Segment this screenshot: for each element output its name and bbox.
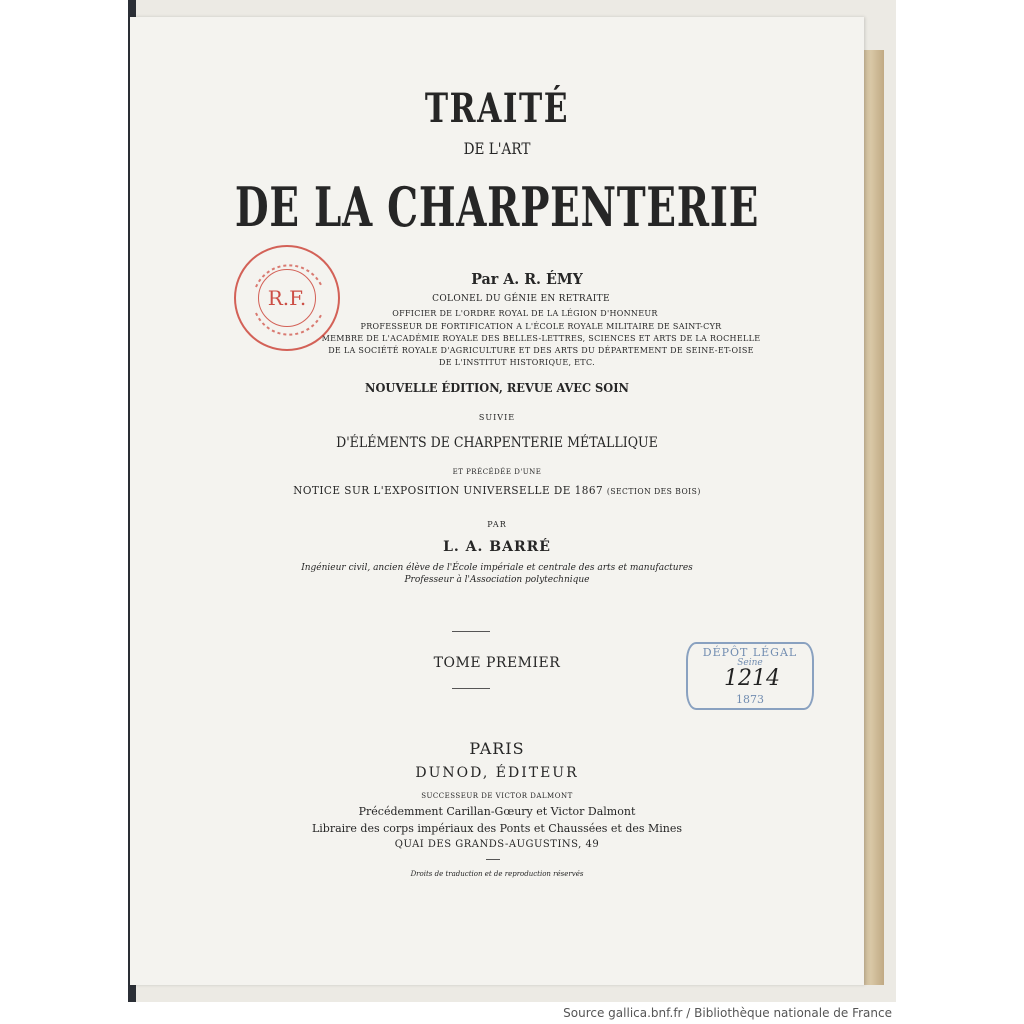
author-title-4: MEMBRE DE L'ACADÉMIE ROYALE DES BELLES-LETTRES, SCIENCES ET ARTS DE LA ROCHELLE — [321, 334, 761, 343]
suivie-line: SUIVIE — [478, 413, 516, 422]
address-line: QUAI DES GRANDS-AUGUSTINS, 49 — [394, 839, 600, 850]
divider-top — [452, 631, 490, 632]
page-edges — [862, 50, 884, 985]
coauthor-name: L. A. BARRÉ — [443, 539, 551, 555]
previously-line: Précédemment Carillan-Gœury et Victor Dalmont — [358, 805, 636, 818]
divider-bottom — [452, 688, 490, 689]
precedee-line: ET PRÉCÉDÉE D'UNE — [452, 468, 542, 476]
rights-line: Droits de traduction et de reproduction réservés — [410, 870, 584, 878]
successor-line: SUCCESSEUR DE VICTOR DALMONT — [421, 792, 573, 800]
author-title-3: PROFESSEUR DE FORTIFICATION A L'ÉCOLE ROYALE MILITAIRE DE SAINT-CYR — [360, 322, 722, 331]
legal-deposit-stamp — [686, 642, 814, 710]
coauthor-line-1: Ingénieur civil, ancien élève de l'École impériale et centrale des arts et manufactures — [301, 563, 693, 573]
city-line: PARIS — [469, 739, 525, 758]
par-line: PAR — [487, 520, 507, 529]
notice-line — [148, 484, 845, 497]
legal-deposit-dept: Seine — [737, 658, 763, 668]
notice-text: NOTICE SUR L'EXPOSITION UNIVERSELLE DE 1867 — [293, 484, 604, 497]
title-charpenterie: DE LA CHARPENTERIE — [234, 175, 760, 239]
edition-line: NOUVELLE ÉDITION, REVUE AVEC SOIN — [365, 381, 629, 395]
title-page — [130, 17, 864, 985]
divider-small — [486, 859, 500, 860]
bn-stamp — [234, 245, 340, 351]
author-line: Par A. R. ÉMY — [471, 270, 583, 288]
author-title-6: DE L'INSTITUT HISTORIQUE, ETC. — [439, 358, 595, 367]
tome-line: TOME PREMIER — [433, 655, 561, 671]
title-traite: TRAITÉ — [424, 85, 570, 132]
author-title-5: DE LA SOCIÉTÉ ROYALE D'AGRICULTURE ET DES ARTS DU DÉPARTEMENT DE SEINE-ET-OISE — [328, 346, 754, 355]
legal-deposit-year: 1873 — [736, 693, 764, 706]
bn-stamp-initials: R.F. — [258, 269, 316, 327]
title-de-l-art: DE L'ART — [463, 139, 531, 158]
notice-section: (SECTION DES BOIS) — [606, 487, 701, 496]
coauthor-line-2: Professeur à l'Association polytechnique — [404, 575, 590, 585]
author-title-1: COLONEL DU GÉNIE EN RETRAITE — [432, 294, 610, 304]
publisher-line: DUNOD, ÉDITEUR — [415, 765, 579, 781]
elements-line: D'ÉLÉMENTS DE CHARPENTERIE MÉTALLIQUE — [336, 435, 658, 451]
author-title-2: OFFICIER DE L'ORDRE ROYAL DE LA LÉGION D'HONNEUR — [392, 309, 658, 318]
libraire-line: Libraire des corps impériaux des Ponts et Chaussées et des Mines — [311, 822, 683, 835]
legal-deposit-label: DÉPÔT LÉGAL — [702, 646, 798, 659]
source-credit: Source gallica.bnf.fr / Bibliothèque nationale de France — [563, 1006, 892, 1020]
legal-deposit-number: 1214 — [724, 666, 780, 691]
